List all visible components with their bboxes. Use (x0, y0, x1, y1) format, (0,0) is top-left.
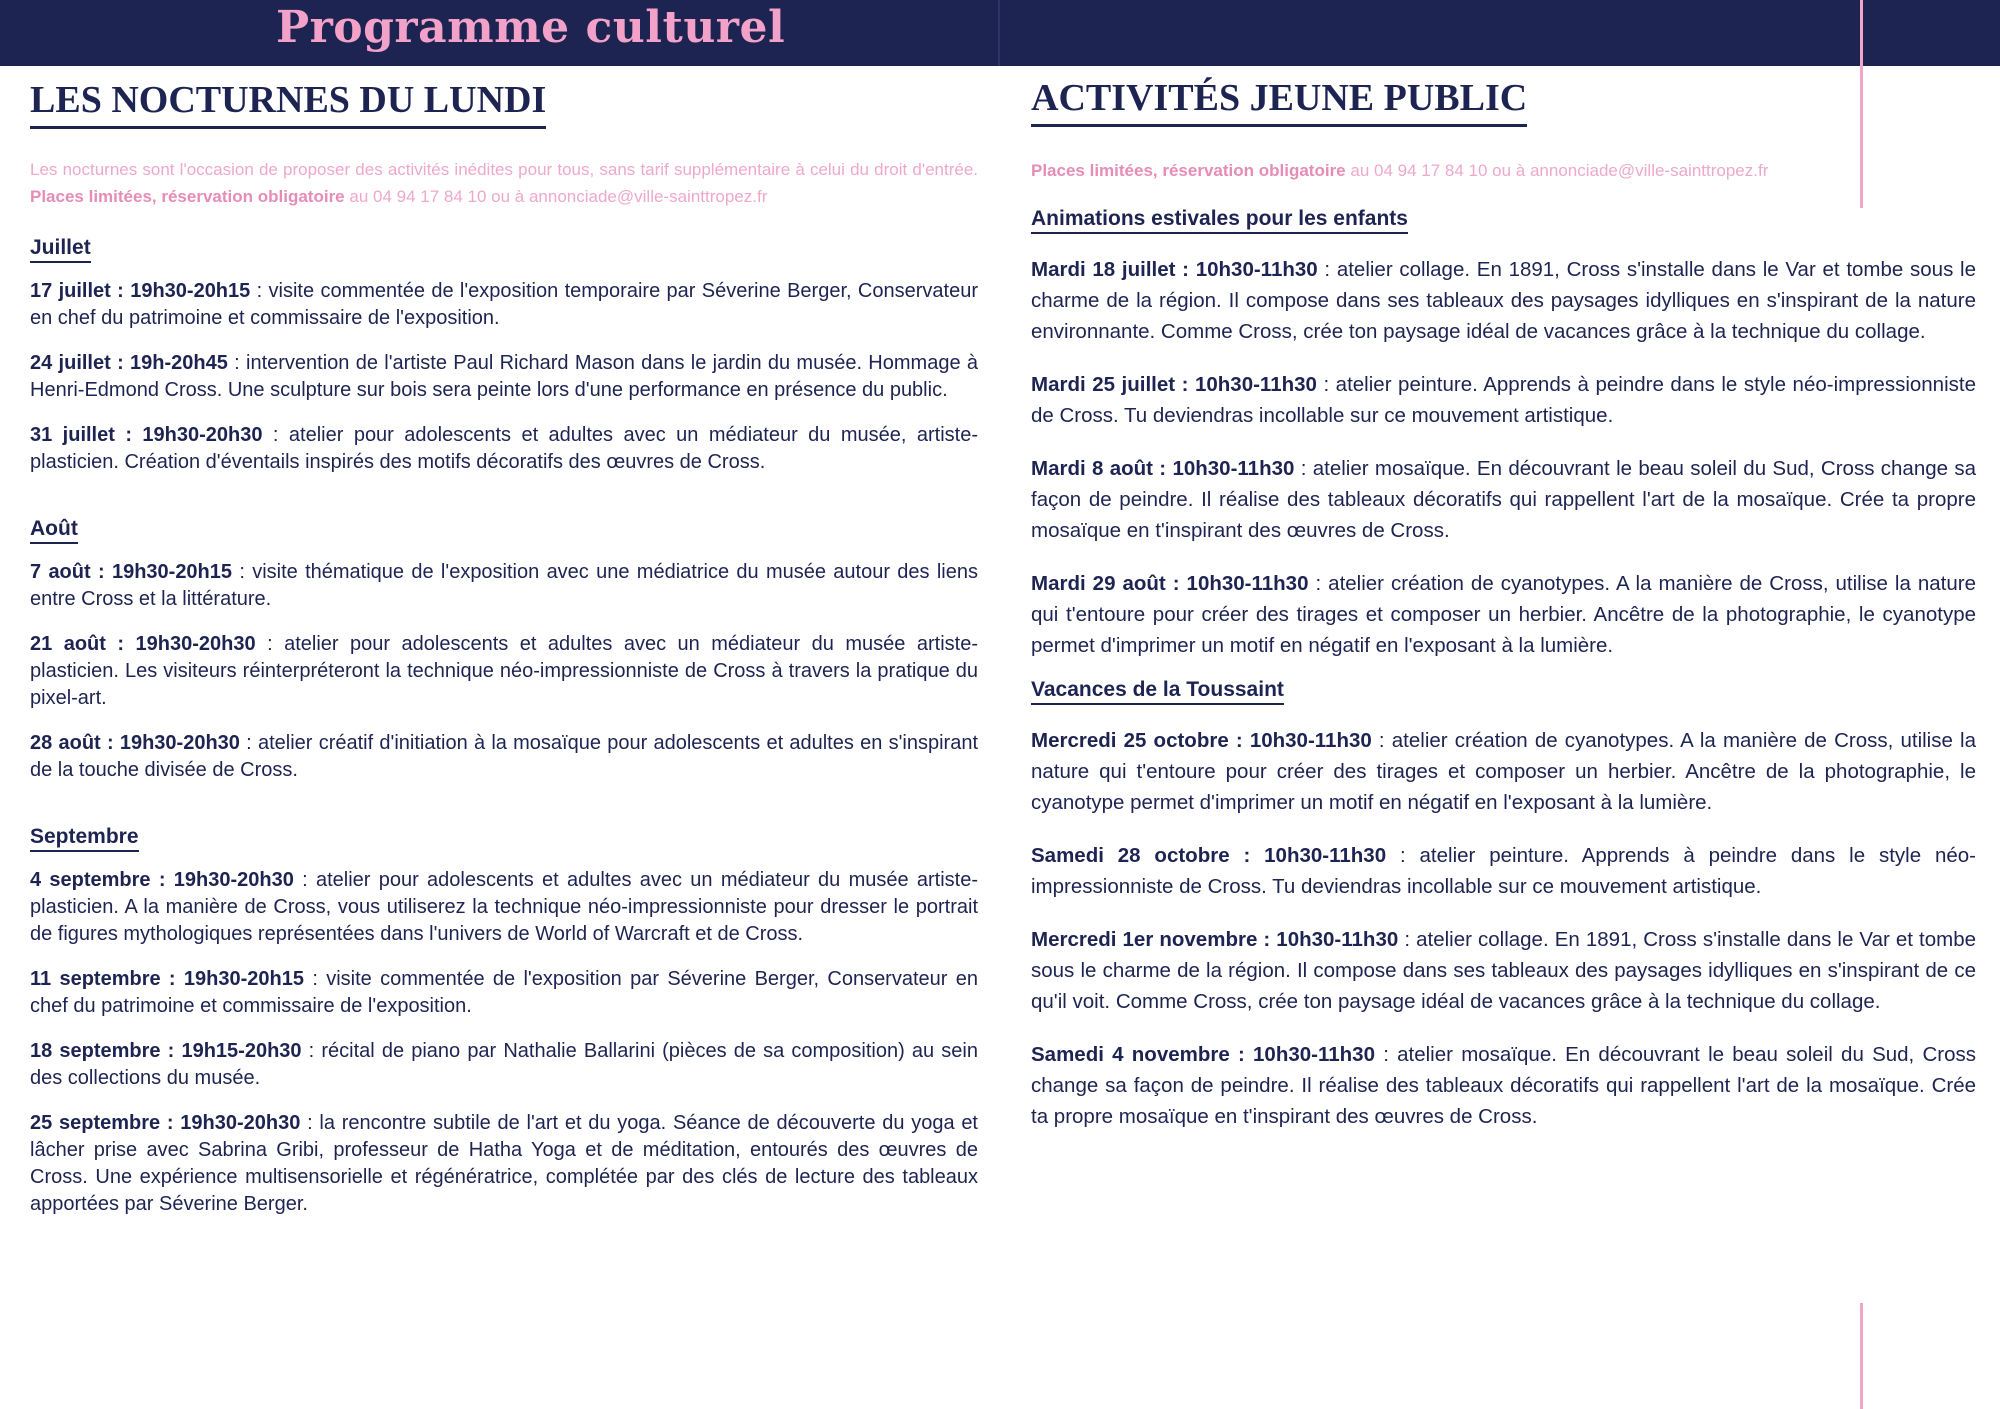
event-description: : visite commentée de l'exposition par Séverine Berger, Conservateur en chef du patrimoine et commissaire de l'exposition. (30, 968, 978, 1018)
event-date: 11 septembre : 19h30-20h15 (30, 968, 304, 991)
event-date: 18 septembre : 19h15-20h30 (30, 1040, 302, 1063)
event-date: 31 juillet : 19h30-20h30 (30, 423, 263, 446)
decorative-rule-bottom (1860, 1303, 1863, 1409)
nocturnes-column (30, 66, 978, 1218)
section-animations-estivales (1031, 206, 1976, 661)
event-date: Samedi 28 octobre : 10h30-11h30 (1031, 844, 1387, 868)
event-date: Mardi 8 août : 10h30-11h30 (1031, 456, 1295, 480)
event-entry (30, 350, 978, 404)
event-date: 4 septembre : 19h30-20h30 (30, 869, 294, 892)
event-description: : atelier mosaïque. En découvrant le beau soleil du Sud, Cross change sa façon de peindre. Il réalise des tableaux décoratifs qui rappellent l'art de la mosaïque. Crée ta propre mosaïque en t'inspirant des œuvres de Cross. (1031, 1043, 1976, 1129)
event-description: : atelier peinture. Apprends à peindre dans le style néo-impressionniste de Cross. Tu deviendras incollable sur ce mouvement artistique. (1031, 844, 1976, 899)
event-entry (1031, 924, 1976, 1017)
event-description: : atelier mosaïque. En découvrant le beau soleil du Sud, Cross change sa façon de peindre. Il réalise des tableaux décoratifs qui rappellent l'art de la mosaïque. Crée ta propre mosaïque en t'inspirant des œuvres de Cross. (1031, 456, 1976, 542)
event-description: : atelier peinture. Apprends à peindre dans le style néo-impressionniste de Cross. Tu deviendras incollable sur ce mouvement artistique. (1031, 372, 1976, 427)
section-vacances-toussaint (1031, 677, 1976, 1132)
month-heading: Juillet (30, 235, 91, 263)
section-heading: Animations estivales pour les enfants (1031, 206, 1408, 234)
intro-text: Les nocturnes sont l'occasion de proposer des activités inédites pour tous, sans tarif supplémentaire à celui du droit d'entrée. (30, 159, 978, 179)
event-entry (1031, 840, 1976, 902)
event-description: : atelier création de cyanotypes. A la manière de Cross, utilise la nature qui t'entoure pour créer des tirages et composer un herbier. Ancêtre de la photographie, le cyanotype permet d'imprimer un motif en négatif en l'exposant à la lumière. (1031, 571, 1977, 657)
month-block-juillet (30, 235, 978, 476)
event-description: : visite commentée de l'exposition temporaire par Séverine Berger, Conservateur en chef du patrimoine et commissaire de l'exposition. (30, 279, 978, 329)
event-description: : visite thématique de l'exposition avec une médiatrice du musée autour des liens entre Cross et la littérature. (30, 561, 978, 611)
event-date: 24 juillet : 19h-20h45 (30, 351, 228, 374)
jeune-public-column (1031, 66, 1976, 1132)
event-entry (30, 1038, 978, 1092)
event-description: : la rencontre subtile de l'art et du yoga. Séance de découverte du yoga et lâcher prise avec Sabrina Gribi, professeur de Hatha Yoga et de méditation, entourés des œuvres de Cross. Une expérience multisensorielle et régénératrice, complétée par des clés de lecture des tableaux apportées par Séverine Berger. (30, 1112, 978, 1216)
event-description: : atelier pour adolescents et adultes avec un médiateur du musée artiste-plasticien. A la manière de Cross, vous utiliserez la technique néo-impressionniste pour dresser le portrait de figures mythologiques représentées dans l'univers de World of Warcraft et de Cross. (30, 869, 978, 946)
event-entry (30, 1110, 978, 1218)
event-date: Mardi 25 juillet : 10h30-11h30 (1031, 372, 1317, 396)
event-description: : atelier pour adolescents et adultes avec un médiateur du musée artiste-plasticien. Les visiteurs réinterpréteront la technique néo-impressionniste de Cross à travers la pratique du pixel-art. (30, 633, 978, 710)
event-entry (30, 278, 978, 332)
event-date: Mercredi 1er novembre : 10h30-11h30 (1031, 928, 1399, 952)
reservation-note: Places limitées, réservation obligatoire (30, 186, 345, 206)
event-date: 7 août : 19h30-20h15 (30, 561, 233, 584)
header-divider (998, 0, 1000, 66)
event-date: Mercredi 25 octobre : 10h30-11h30 (1031, 729, 1372, 753)
event-description: : atelier collage. En 1891, Cross s'installe dans le Var et tombe sous le charme de la région. Il compose dans ses tableaux des paysages idylliques en s'inspirant de ce qu'il voit. Comme Cross, crée ton paysage idéal de vacances grâce à la technique du collage. (1031, 928, 1976, 1014)
event-date: 28 août : 19h30-20h30 (30, 732, 240, 755)
page-title: Programme culturel (276, 2, 786, 53)
event-date: Mardi 18 juillet : 10h30-11h30 (1031, 257, 1318, 281)
event-entry (30, 867, 978, 948)
event-entry (1031, 369, 1976, 431)
nocturnes-intro (30, 156, 978, 210)
event-description: : intervention de l'artiste Paul Richard Mason dans le jardin du musée. Hommage à Henri-Edmond Cross. Une sculpture sur bois sera peinte lors d'une performance en présence du public. (30, 351, 978, 401)
event-entry (1031, 1039, 1976, 1132)
contact-info: au 04 94 17 84 10 ou à annonciade@ville-sainttropez.fr (344, 186, 768, 206)
event-entry (30, 730, 978, 784)
event-entry (1031, 453, 1976, 546)
event-entry (30, 966, 978, 1020)
event-entry (30, 631, 978, 712)
reservation-note: Places limitées, réservation obligatoire (1031, 160, 1346, 180)
event-date: 21 août : 19h30-20h30 (30, 633, 256, 656)
nocturnes-heading: LES NOCTURNES DU LUNDI (30, 80, 546, 129)
event-date: Mardi 29 août : 10h30-11h30 (1031, 571, 1309, 595)
month-block-septembre (30, 824, 978, 1218)
event-description: : atelier créatif d'initiation à la mosaïque pour adolescents et adultes en s'inspirant de la touche divisée de Cross. (30, 732, 979, 782)
header-bar (0, 0, 2000, 66)
jeune-public-intro (1031, 157, 1976, 184)
contact-info: au 04 94 17 84 10 ou à annonciade@ville-sainttropez.fr (1345, 160, 1769, 180)
event-description: : atelier création de cyanotypes. A la manière de Cross, utilise la nature qui t'entoure pour créer des tirages et composer un herbier. Ancêtre de la photographie, le cyanotype permet d'imprimer un motif en négatif en l'exposant à la lumière. (1031, 729, 1976, 815)
event-description: : récital de piano par Nathalie Ballarini (pièces de sa composition) au sein des collections du musée. (30, 1040, 978, 1090)
event-date: 17 juillet : 19h30-20h15 (30, 279, 251, 302)
month-heading: Août (30, 516, 78, 544)
section-heading: Vacances de la Toussaint (1031, 677, 1284, 705)
event-entry (1031, 568, 1976, 661)
event-date: 25 septembre : 19h30-20h30 (30, 1112, 301, 1135)
event-entry (1031, 254, 1976, 347)
month-block-aout (30, 516, 978, 784)
event-description: : atelier pour adolescents et adultes avec un médiateur du musée, artiste-plasticien. Création d'éventails inspirés des motifs décoratifs des œuvres de Cross. (30, 423, 978, 473)
event-entry (30, 422, 978, 476)
event-description: : atelier collage. En 1891, Cross s'installe dans le Var et tombe sous le charme de la région. Il compose dans ses tableaux des paysages idylliques en s'inspirant de la nature environnante. Comme Cross, crée ton paysage idéal de vacances grâce à la technique du collage. (1031, 257, 1976, 343)
event-date: Samedi 4 novembre : 10h30-11h30 (1031, 1043, 1375, 1067)
event-entry (1031, 725, 1976, 818)
month-heading: Septembre (30, 824, 139, 852)
event-entry (30, 559, 978, 613)
jeune-public-heading: ACTIVITÉS JEUNE PUBLIC (1031, 78, 1527, 127)
